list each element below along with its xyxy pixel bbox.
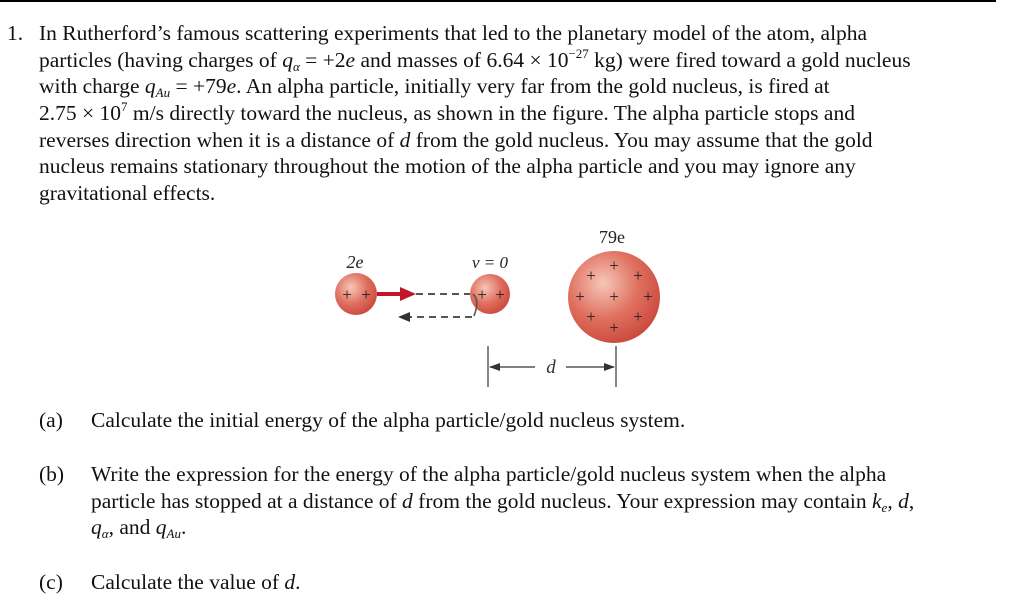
part-b-text [91,461,914,541]
plus-icon: + [575,287,585,306]
plus-icon: + [361,285,371,304]
gold-nucleus [568,251,660,343]
part-b-label: (b) [39,462,65,486]
plus-icon: + [609,318,619,337]
plus-icon: + [633,307,643,326]
plus-icon: + [609,256,619,275]
top-rule [0,0,996,2]
part-a-label: (a) [39,408,63,432]
text-line: gravitational effects. [39,181,216,206]
text-line: nucleus remains stationary throughout the motion of the alpha particle and you may ignore any [39,154,856,179]
part-a-text [91,407,685,434]
gold-charge-label: 79e [599,227,625,247]
return-path-arrow-icon [398,294,477,322]
rutherford-figure [320,222,680,397]
part-c-label: (c) [39,570,63,594]
text-line: with charge $q_{Au} = +79e$. An alpha particle, initially very far from the gold nucleus, is fired at [39,74,830,101]
plus-icon: + [643,287,653,306]
plus-icon: + [477,285,487,304]
text-line: $2.75 \times 10^7$ m/s directly toward the nucleus, as shown in the figure. The alpha particle stops and [39,99,855,126]
question-number: 1. [7,21,24,45]
text-line: reverses direction when it is a distance of d from the gold nucleus. You may assume that the gold [39,127,873,152]
text-line: In Rutherford’s famous scattering experiments that led to the planetary model of the atom, alpha [39,21,868,45]
text-line: particles (having charges of $q_\alpha = +2e$ and masses of $6.64 \times 10^{-27}$ kg) were fired toward a gold nucleus [39,45,911,74]
alpha-particle-initial [335,273,377,315]
plus-icon: + [609,287,619,306]
stopped-velocity-label: v = 0 [471,253,509,272]
plus-icon: + [586,266,596,285]
alpha-charge-label: 2e [346,252,364,272]
plus-icon: + [342,285,352,304]
velocity-arrow-icon [377,287,416,301]
plus-icon: + [495,285,505,304]
plus-icon: + [633,266,643,285]
part-c-text [91,569,301,596]
text-line: Calculate the initial energy of the alpha particle/gold nucleus system. [91,408,686,432]
question-stem [39,20,999,207]
text-line: Calculate the value of d. [91,570,301,594]
distance-label: d [546,357,556,378]
text-line: particle has stopped at a distance of d from the gold nucleus. Your expression may contain $k_e$, d, [91,488,915,515]
plus-icon: + [586,307,596,326]
text-line: Write the expression for the energy of the alpha particle/gold nucleus system when the alpha [91,462,887,486]
text-line: $q_\alpha$, and $q_{Au}$. [91,515,187,542]
